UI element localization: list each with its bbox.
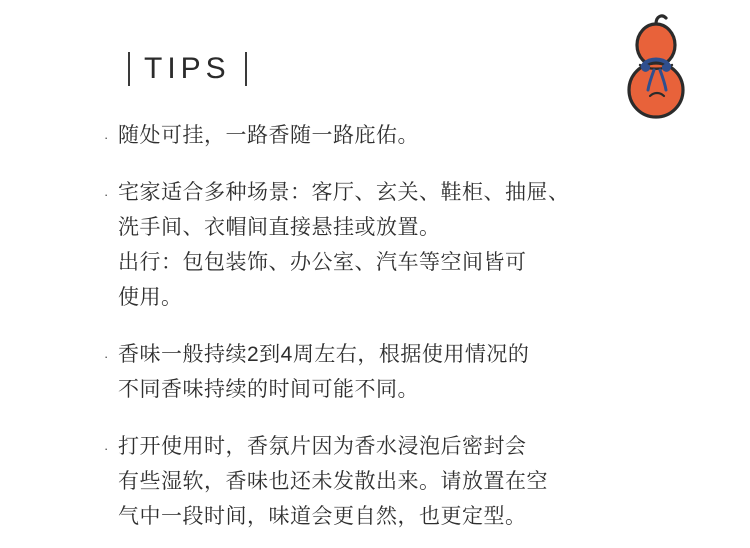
tip-line: 气中一段时间，味道会更自然，也更定型。: [118, 505, 527, 528]
tip-line: 有些湿软，香味也还未发散出来。请放置在空: [118, 470, 548, 493]
gourd-charm-illustration: [604, 12, 712, 122]
tip-line: 随处可挂，一路香随一路庇佑。: [118, 124, 419, 147]
tip-line: 出行：包包装饰、办公室、汽车等空间皆可: [118, 251, 527, 274]
tip-line: 香味一般持续2到4周左右，根据使用情况的: [118, 343, 530, 366]
list-item: [104, 337, 664, 407]
tip-text-block: [118, 337, 664, 407]
tip-line: 洗手间、衣帽间直接悬挂或放置。: [118, 216, 441, 239]
list-item: [104, 175, 664, 315]
list-item: [104, 118, 664, 153]
tip-text-block: [118, 429, 664, 534]
page-title: [128, 52, 247, 86]
tip-text-block: [118, 175, 664, 315]
title-left-rule: [128, 52, 130, 86]
bullet-icon: ·: [104, 441, 109, 456]
bullet-icon: ·: [104, 187, 109, 202]
bullet-icon: ·: [104, 130, 109, 145]
list-item: [104, 429, 664, 534]
tip-text-block: [118, 118, 664, 153]
tip-line: 打开使用时，香氛片因为香水浸泡后密封会: [118, 435, 527, 458]
title-text: TIPS: [144, 52, 231, 85]
tip-line: 宅家适合多种场景：客厅、玄关、鞋柜、抽屉、: [118, 181, 570, 204]
bullet-icon: ·: [104, 349, 109, 364]
tip-line: 使用。: [118, 286, 183, 309]
title-right-rule: [245, 52, 247, 86]
tips-list: [104, 118, 664, 534]
tip-line: 不同香味持续的时间可能不同。: [118, 378, 419, 401]
